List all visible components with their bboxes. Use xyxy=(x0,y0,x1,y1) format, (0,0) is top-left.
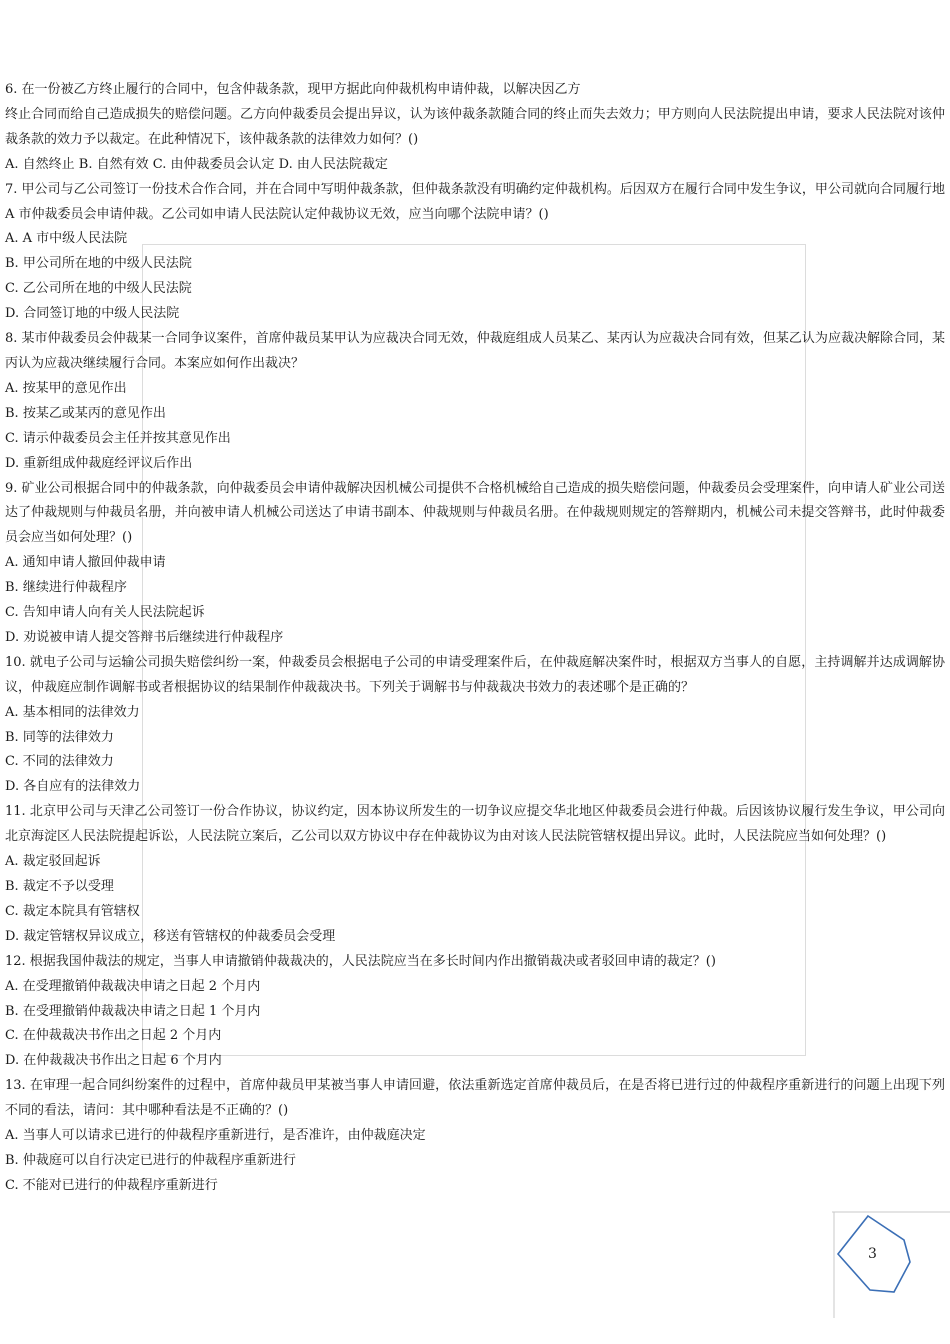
question-6 xyxy=(5,78,945,178)
option-b: B. 裁定不予以受理 xyxy=(5,879,114,894)
option-a: A. 裁定驳回起诉 xyxy=(5,854,101,870)
option-c: C. 告知申请人向有关人民法院起诉 xyxy=(5,605,205,621)
question-stem: 11. 北京甲公司与天津乙公司签订一份合作协议，协议约定，因本协议所发生的一切争议应提交华北地区仲裁委员会进行仲裁。后因该协议履行发生争议，甲公司向北京海淀区人民法院提起诉讼，人民法院立案后，乙公司以双方协议中存在仲裁协议为由对该人民法院管辖权提出异议。此时，人民法院应当如何处理？() xyxy=(5,804,945,845)
option-b: B. 同等的法律效力 xyxy=(5,729,114,745)
option-d: D. 重新组成仲裁庭经评议后作出 xyxy=(5,455,193,471)
option-d: D. 在仲裁裁决书作出之日起 6 个月内 xyxy=(5,1053,222,1069)
question-stem-continued: 终止合同而给自己造成损失的赔偿问题。乙方向仲裁委员会提出异议，认为该仲裁条款随合同的终止而失去效力；甲方则向人民法院提出申请，要求人民法院对该仲裁条款的效力予以裁定。在此种情况下，该仲裁条款的法律效力如何？() xyxy=(5,106,945,147)
option-a: A. 当事人可以请求已进行的仲裁程序重新进行，是否准许，由仲裁庭决定 xyxy=(5,1128,426,1144)
option-d: D. 合同签订地的中级人民法院 xyxy=(5,306,180,322)
option-b: B. 甲公司所在地的中级人民法院 xyxy=(5,256,192,272)
page-badge-shape xyxy=(832,1210,950,1320)
option-d: D. 劝说被申请人提交答辩书后继续进行仲裁程序 xyxy=(5,629,284,645)
question-7 xyxy=(5,178,945,327)
question-stem: 7. 甲公司与乙公司签订一份技术合作合同，并在合同中写明仲裁条款，但仲裁条款没有明确约定仲裁机构。后因双方在履行合同中发生争议，甲公司就向合同履行地 A 市仲裁委员会申请仲裁。乙公司如申请人民法院认定仲裁协议无效，应当向哪个法院申请？() xyxy=(5,181,945,222)
option-a: A. 在受理撤销仲裁裁决申请之日起 2 个月内 xyxy=(5,978,261,994)
question-stem: 8. 某市仲裁委员会仲裁某一合同争议案件，首席仲裁员某甲认为应裁决合同无效，仲裁庭组成人员某乙、某丙认为应裁决合同有效，但某乙认为应裁决解除合同，某丙认为应裁决继续履行合同。本案应如何作出裁决？ xyxy=(5,331,945,371)
option-c: C. 请示仲裁委员会主任并按其意见作出 xyxy=(5,430,231,446)
question-11 xyxy=(5,800,945,949)
option-b: B. 仲裁庭可以自行决定已进行的仲裁程序重新进行 xyxy=(5,1152,296,1168)
page-number-badge xyxy=(832,1210,950,1320)
question-8 xyxy=(5,327,945,476)
question-12 xyxy=(5,950,945,1075)
option-a: A. A 市中级人民法院 xyxy=(5,231,128,247)
question-list xyxy=(5,78,945,1199)
question-stem: 13. 在审理一起合同纠纷案件的过程中，首席仲裁员甲某被当事人申请回避，依法重新选定首席仲裁员后，在是否将已进行过的仲裁程序重新进行的问题上出现下列不同的看法，请问：其中哪种看法是不正确的？() xyxy=(5,1078,945,1119)
question-13 xyxy=(5,1074,945,1199)
option-a: A. 基本相同的法律效力 xyxy=(5,704,140,720)
option-d: D. 各自应有的法律效力 xyxy=(5,779,141,795)
question-9 xyxy=(5,477,945,651)
option-c: C. 在仲裁裁决书作出之日起 2 个月内 xyxy=(5,1028,222,1044)
option-c: C. 乙公司所在地的中级人民法院 xyxy=(5,281,192,297)
option-b: B. 在受理撤销仲裁裁决申请之日起 1 个月内 xyxy=(5,1003,261,1019)
option-b: B. 按某乙或某丙的意见作出 xyxy=(5,405,166,421)
question-stem: 10. 就电子公司与运输公司损失赔偿纠纷一案，仲裁委员会根据电子公司的申请受理案件后，在仲裁庭解决案件时，根据双方当事人的自愿，主持调解并达成调解协议，仲裁庭应制作调解书或者根据协议的结果制作仲裁裁决书。下列关于调解书与仲裁裁决书效力的表述哪个是正确的？ xyxy=(5,654,945,695)
option-a: A. 按某甲的意见作出 xyxy=(5,380,127,396)
option-c: C. 不同的法律效力 xyxy=(5,754,114,770)
options-line: A. 自然终止 B. 自然有效 C. 由仲裁委员会认定 D. 由人民法院裁定 xyxy=(5,156,388,172)
option-d: D. 裁定管辖权异议成立，移送有管辖权的仲裁委员会受理 xyxy=(5,928,336,944)
option-c: C. 不能对已进行的仲裁程序重新进行 xyxy=(5,1177,218,1193)
question-stem: 6. 在一份被乙方终止履行的合同中，包含仲裁条款，现甲方据此向仲裁机构申请仲裁，以解决因乙方 xyxy=(5,82,581,97)
page-number: 3 xyxy=(868,1246,877,1262)
question-stem: 9. 矿业公司根据合同中的仲裁条款，向仲裁委员会申请仲裁解决因机械公司提供不合格机械给自己造成的损失赔偿问题，仲裁委员会受理案件，向申请人矿业公司送达了仲裁规则与仲裁员名册，并向被申请人机械公司送达了申请书副本、仲裁规则与仲裁员名册。在仲裁规则规定的答辩期内，机械公司未提交答辩书，此时仲裁委员会应当如何处理？() xyxy=(5,480,945,546)
option-a: A. 通知申请人撤回仲裁申请 xyxy=(5,555,166,571)
option-c: C. 裁定本院具有管辖权 xyxy=(5,903,140,919)
question-10 xyxy=(5,651,945,800)
question-stem: 12. 根据我国仲裁法的规定，当事人申请撤销仲裁裁决的，人民法院应当在多长时间内作出撤销裁决或者驳回申请的裁定？() xyxy=(5,953,716,969)
option-b: B. 继续进行仲裁程序 xyxy=(5,580,127,596)
